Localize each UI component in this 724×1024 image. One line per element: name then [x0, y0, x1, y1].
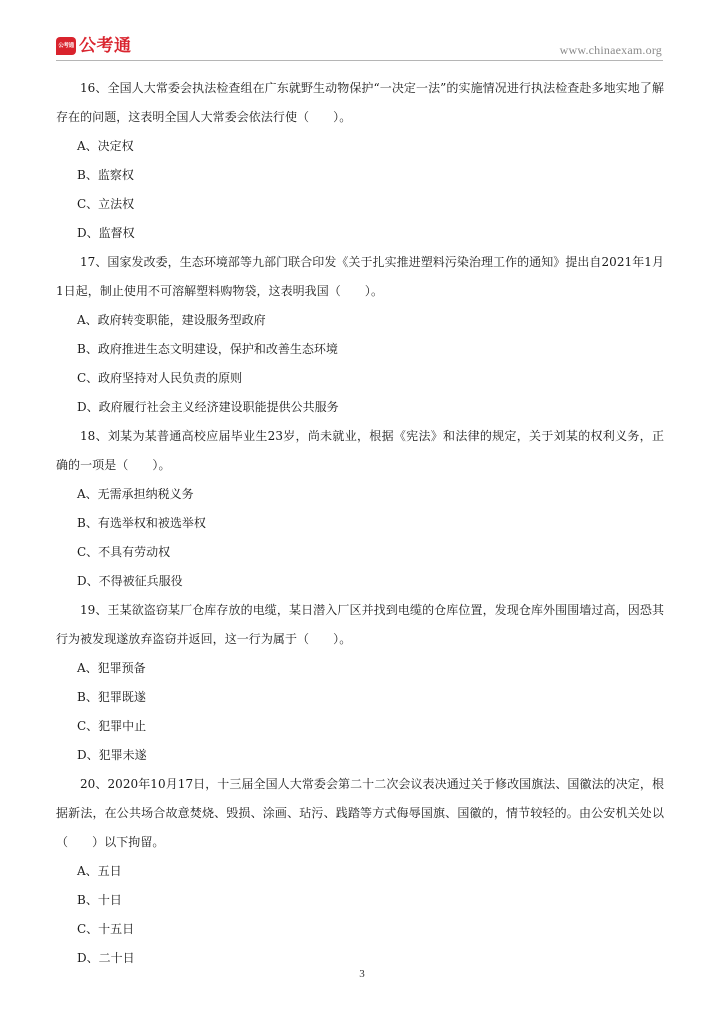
option-c: C、犯罪中止: [77, 719, 147, 733]
option-d: D、政府履行社会主义经济建设职能提供公共服务: [77, 400, 339, 414]
option-a: A、无需承担纳税义务: [77, 487, 194, 501]
option-d: D、犯罪未遂: [77, 748, 147, 762]
question-stem: 17、国家发改委，生态环境部等九部门联合印发《关于扎实推进塑料污染治理工作的通知》提出自2021年1月1日起，制止使用不可溶解塑料购物袋，这表明我国（ ）。: [56, 255, 664, 298]
question-19: [56, 596, 664, 770]
question-20: [56, 770, 664, 973]
question-stem: 20、2020年10月17日，十三届全国人大常委会第二十二次会议表决通过关于修改国旗法、国徽法的决定，根据新法，在公共场合故意焚烧、毁损、涂画、玷污、践踏等方式侮辱国旗、国徽的，情节较轻的。由公安机关处以（ ）以下拘留。: [56, 777, 664, 849]
question-list: [56, 74, 664, 973]
logo[interactable]: [56, 36, 132, 56]
logo-text: 公考通: [79, 36, 132, 56]
page-header: [0, 0, 724, 62]
option-a: A、犯罪预备: [77, 661, 146, 675]
option-d: D、二十日: [77, 951, 135, 965]
option-b: B、十日: [77, 893, 122, 907]
option-c: C、立法权: [77, 197, 135, 211]
option-c: C、政府坚持对人民负责的原则: [77, 371, 243, 385]
option-b: B、政府推进生态文明建设，保护和改善生态环境: [77, 342, 338, 356]
question-stem: 16、全国人大常委会执法检查组在广东就野生动物保护“一决定一法”的实施情况进行执法检查赴多地实地了解存在的问题，这表明全国人大常委会依法行使（ ）。: [56, 81, 664, 124]
question-16: [56, 74, 664, 248]
option-d: D、不得被征兵服役: [77, 574, 183, 588]
option-c: C、不具有劳动权: [77, 545, 171, 559]
option-b: B、犯罪既遂: [77, 690, 146, 704]
question-stem: 19、王某欲盗窃某厂仓库存放的电缆，某日潜入厂区并找到电缆的仓库位置，发现仓库外围围墙过高，因恐其行为被发现遂放弃盗窃并返回，这一行为属于（ ）。: [56, 603, 664, 646]
page-number: 3: [359, 968, 365, 980]
option-a: A、五日: [77, 864, 122, 878]
option-b: B、有选举权和被选举权: [77, 516, 206, 530]
logo-badge-icon: 公考通: [56, 37, 76, 55]
option-c: C、十五日: [77, 922, 135, 936]
option-b: B、监察权: [77, 168, 134, 182]
option-a: A、决定权: [77, 139, 134, 153]
option-d: D、监督权: [77, 226, 135, 240]
question-18: [56, 422, 664, 596]
site-url: www.chinaexam.org: [559, 43, 662, 57]
option-a: A、政府转变职能，建设服务型政府: [77, 313, 266, 327]
header-divider: [56, 60, 663, 61]
question-17: [56, 248, 664, 422]
question-stem: 18、刘某为某普通高校应届毕业生23岁，尚未就业，根据《宪法》和法律的规定，关于刘某的权利义务，正确的一项是（ ）。: [56, 429, 664, 472]
